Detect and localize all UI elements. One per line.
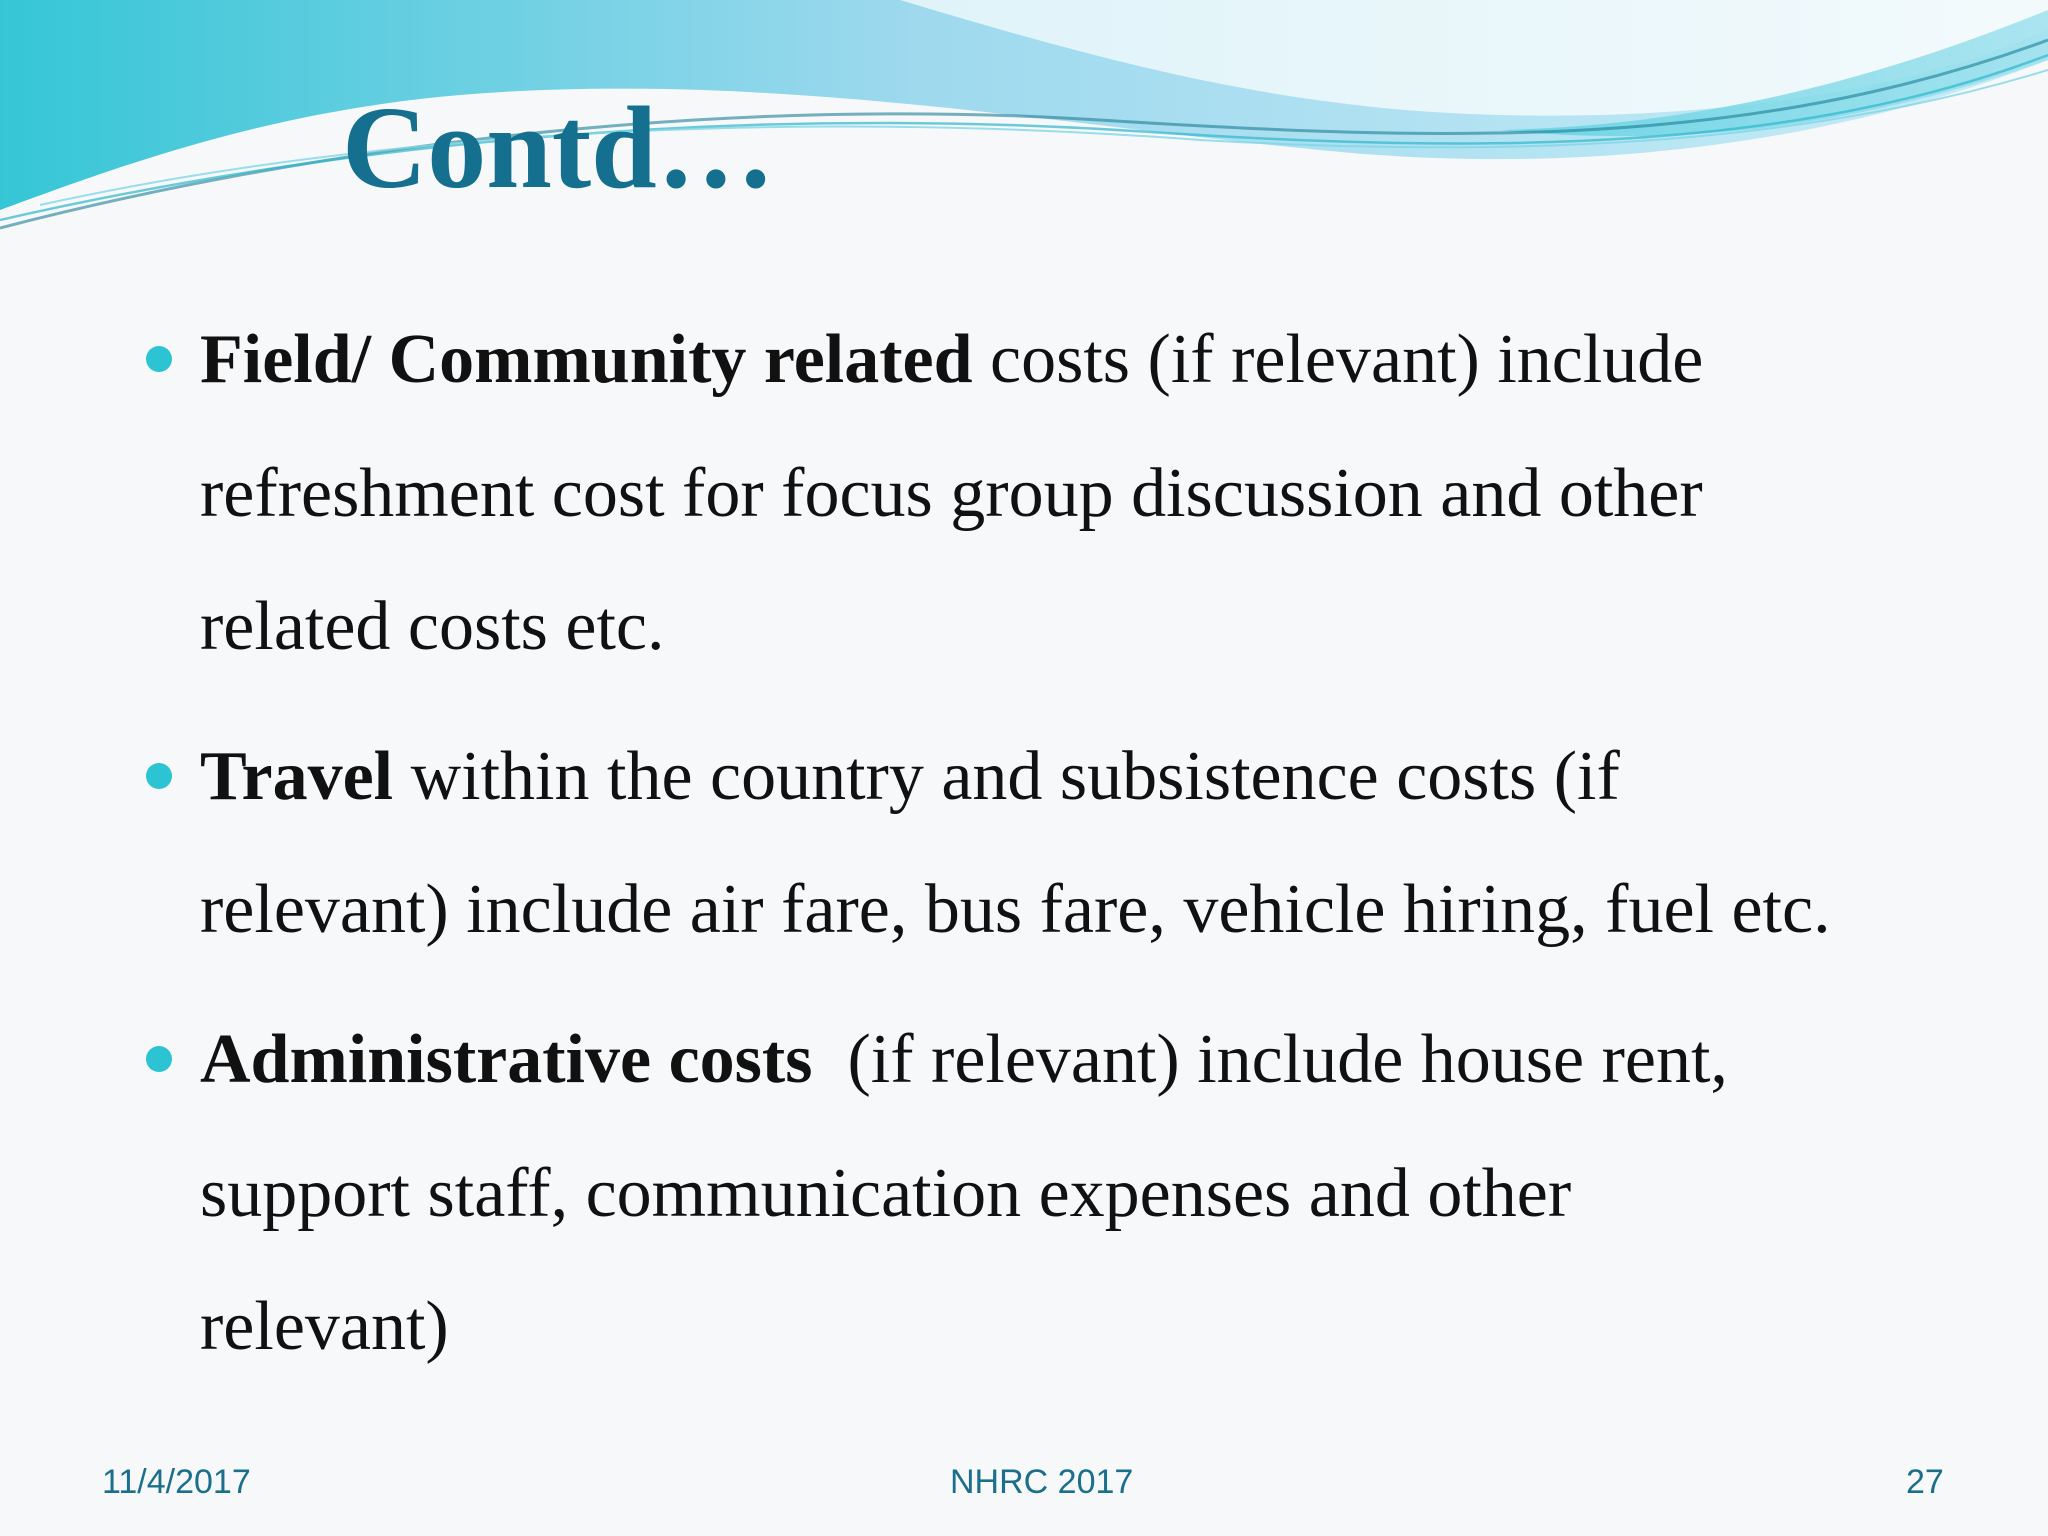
bullet-text: within the country and subsistence costs (if — [393, 738, 1620, 815]
page-number: 27 — [1906, 1463, 1944, 1501]
bullet-text: costs (if relevant) include — [972, 321, 1704, 398]
header-wave-decoration — [0, 0, 2048, 260]
bullet-bold-term: Field/ Community related — [200, 321, 973, 398]
bullet-bold-term: Travel — [200, 738, 394, 815]
bullet-line — [200, 1154, 1571, 1234]
bullet-bold-term: Administrative costs — [200, 1021, 813, 1098]
bullet-dot-icon — [146, 346, 172, 372]
bullet-line — [200, 1287, 449, 1367]
bullet-line — [200, 454, 1703, 534]
bullet-line — [200, 320, 1703, 400]
bullet-line — [200, 870, 1831, 950]
bullet-text: related costs etc. — [200, 588, 665, 665]
bullet-line — [200, 587, 665, 667]
slide-title: Contd… — [342, 82, 775, 213]
footer-date: 11/4/2017 — [102, 1463, 251, 1501]
bullet-text: (if relevant) include house rent, — [812, 1021, 1728, 1098]
bullet-dot-icon — [146, 763, 172, 789]
footer-label: NHRC 2017 — [950, 1463, 1134, 1501]
bullet-line — [200, 1020, 1728, 1100]
bullet-text: support staff, communication expenses and other — [200, 1155, 1572, 1232]
bullet-text: relevant) include air fare, bus fare, vehicle hiring, fuel etc. — [200, 871, 1831, 948]
bullet-text: refreshment cost for focus group discussion and other — [200, 455, 1703, 532]
bullet-dot-icon — [146, 1046, 172, 1072]
bullet-text: relevant) — [200, 1288, 449, 1365]
bullet-line — [200, 737, 1620, 817]
